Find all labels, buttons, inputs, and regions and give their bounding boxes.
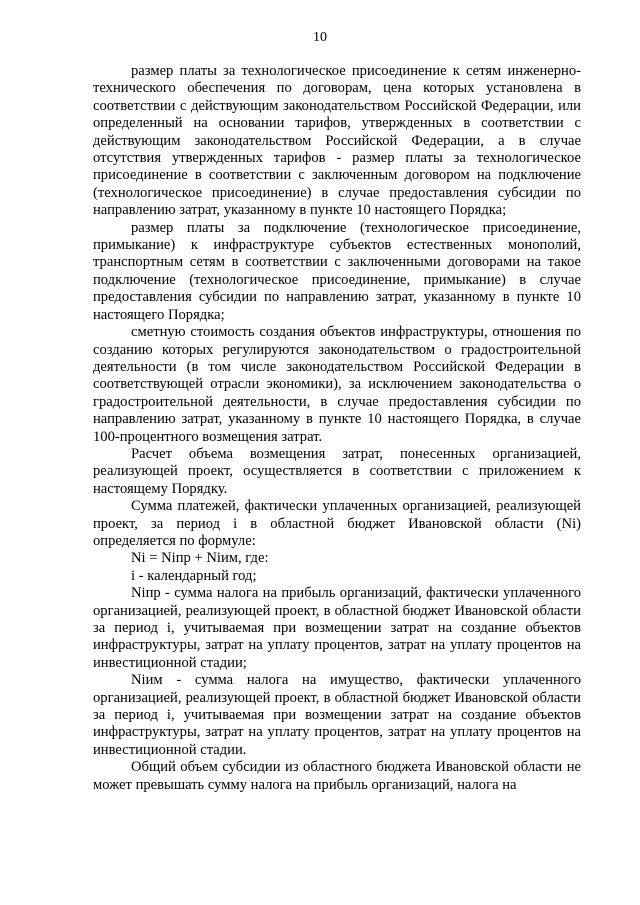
definition-i: i - календарный год; [131, 567, 257, 584]
paragraph-connection-fee-networks: размер платы за технологическое присоединение к сетям инженерно-технического обеспечения по договорам, цена которых установлена в соответствии с действующим законодательством Российской Федерации, или определенный на основании тарифов, утвержденных в соответствии с действующим законодательством Российской Федерации, а в случае отсутствия утвержденных тарифов - размер платы за технологическое присоединение в соответствии с заключенным договором на подключение (технологическое присоединение) в случае предоставления субсидии по направлению затрат, указанному в пункте 10 настоящего Порядка; [93, 63, 581, 219]
definition-property-tax: Niим - сумма налога на имущество, фактически уплаченного организацией, реализующей проект, в областной бюджет Ивановской области за период i, учитываемая при возмещении затрат на создание объектов инфраструктуры, затрат на уплату процентов, затрат на уплату процентов на инвестиционной стадии. [93, 672, 581, 758]
document-body [93, 63, 581, 794]
paragraph-connection-fee-monopolies: размер платы за подключение (технологическое присоединение, примыкание) к инфраструктуре субъектов естественных монополий, транспортным сетям в соответствии с заключенными договорами на такое подключение (технологическое присоединение, примыкание) в случае предоставления субсидии по направлению затрат, указанному в пункте 10 настоящего Порядка; [93, 219, 581, 323]
page-number: 10 [313, 30, 327, 45]
formula: Ni = Niпр + Niим, где: [131, 550, 269, 567]
paragraph-subsidy-limit: Общий объем субсидии из областного бюджета Ивановской области не может превышать сумму налога на прибыль организаций, налога на [93, 759, 581, 793]
paragraph-estimated-cost: сметную стоимость создания объектов инфраструктуры, отношения по созданию которых регулируются законодательством о градостроительной деятельности (в том числе законодательством Российской Федерации в соответствующей отрасли экономики), за исключением законодательства о градостроительной деятельности, в случае предоставления субсидии по направлению затрат, указанному в пункте 10 настоящего Порядка, в случае 100-процентного возмещения затрат. [93, 324, 581, 445]
paragraph-payments-sum: Сумма платежей, фактически уплаченных организацией, реализующей проект, за период i в областной бюджет Ивановской области (Ni) определяется по формуле: [93, 498, 581, 549]
paragraph-reimbursement-calculation: Расчет объема возмещения затрат, понесенных организацией, реализующей проект, осуществляется в соответствии с приложением к настоящему Порядку. [93, 445, 581, 497]
definition-profit-tax: Niпр - сумма налога на прибыль организаций, фактически уплаченного организацией, реализующей проект, в областной бюджет Ивановской области за период i, учитываемая при возмещении затрат на создание объектов инфраструктуры, затрат на уплату процентов, затрат на уплату процентов на инвестиционной стадии; [93, 585, 581, 671]
